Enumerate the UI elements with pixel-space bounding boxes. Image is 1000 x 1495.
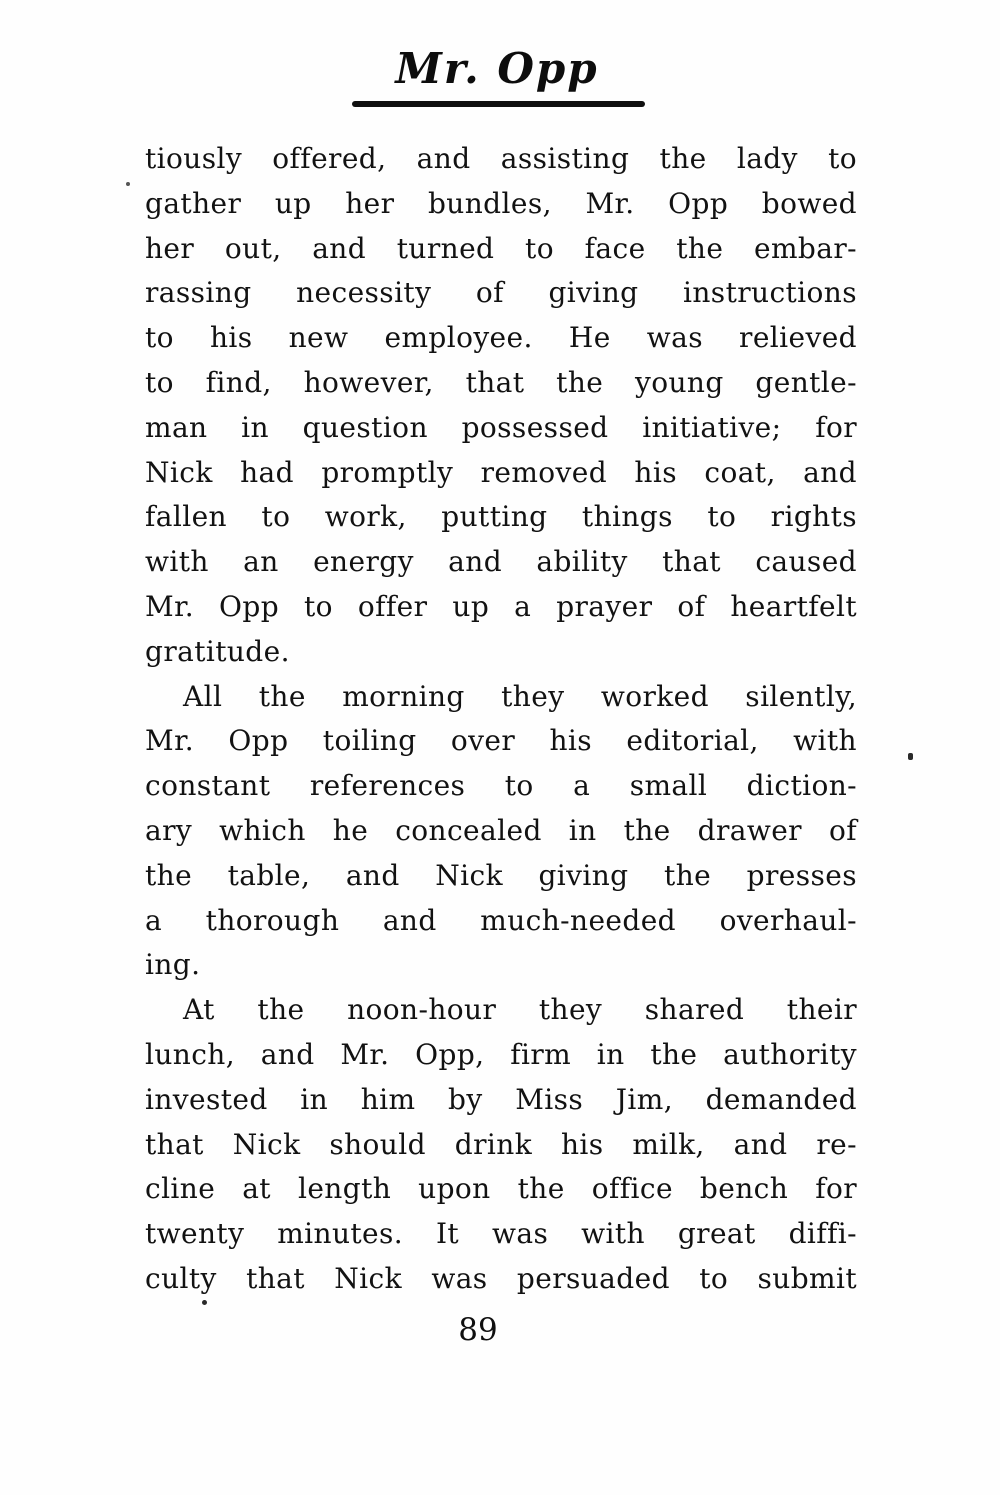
text-line: to his new employee. He was relieved <box>145 321 857 355</box>
text-line: twenty minutes. It was with great diffi- <box>145 1217 857 1251</box>
text-line: man in question possessed initiative; for <box>145 410 857 444</box>
text-line: to find, however, that the young gentle- <box>145 365 857 399</box>
text-line: invested in him by Miss Jim, demanded <box>145 1082 857 1116</box>
header-rule <box>352 101 645 107</box>
text-line: with an energy and ability that caused <box>145 545 857 579</box>
ink-speck <box>202 1300 207 1305</box>
text-line: At the noon-hour they shared their <box>183 993 857 1027</box>
text-line: tiously offered, and assisting the lady to <box>145 142 857 175</box>
text-line: her out, and turned to face the embar- <box>145 231 857 265</box>
text-line: Mr. Opp toiling over his editorial, with <box>145 724 857 758</box>
text-line: All the morning they worked silently, <box>183 679 857 713</box>
text-line: rassing necessity of giving instructions <box>145 276 857 310</box>
page-number: 89 <box>458 1312 498 1348</box>
text-line: ing. <box>145 948 201 982</box>
body-text <box>145 137 857 1302</box>
text-line: Mr. Opp to offer up a prayer of heartfelt <box>145 589 857 623</box>
text-line: a thorough and much-needed overhaul- <box>145 903 857 937</box>
text-line: gather up her bundles, Mr. Opp bowed <box>145 186 857 220</box>
text-line: cline at length upon the office bench for <box>145 1172 857 1206</box>
text-line: fallen to work, putting things to rights <box>145 500 857 534</box>
text-line: lunch, and Mr. Opp, firm in the authority <box>145 1037 857 1071</box>
text-line: that Nick should drink his milk, and re- <box>145 1127 857 1161</box>
text-line: the table, and Nick giving the presses <box>145 858 857 892</box>
page-header-title: Mr. Opp <box>395 44 599 93</box>
text-line: constant references to a small diction- <box>145 769 857 803</box>
text-line: Nick had promptly removed his coat, and <box>145 455 857 489</box>
ink-speck <box>908 753 913 760</box>
ink-speck <box>126 182 130 186</box>
text-line: gratitude. <box>145 634 290 668</box>
text-line: ary which he concealed in the drawer of <box>145 813 857 847</box>
text-line: culty that Nick was persuaded to submit <box>145 1261 857 1295</box>
